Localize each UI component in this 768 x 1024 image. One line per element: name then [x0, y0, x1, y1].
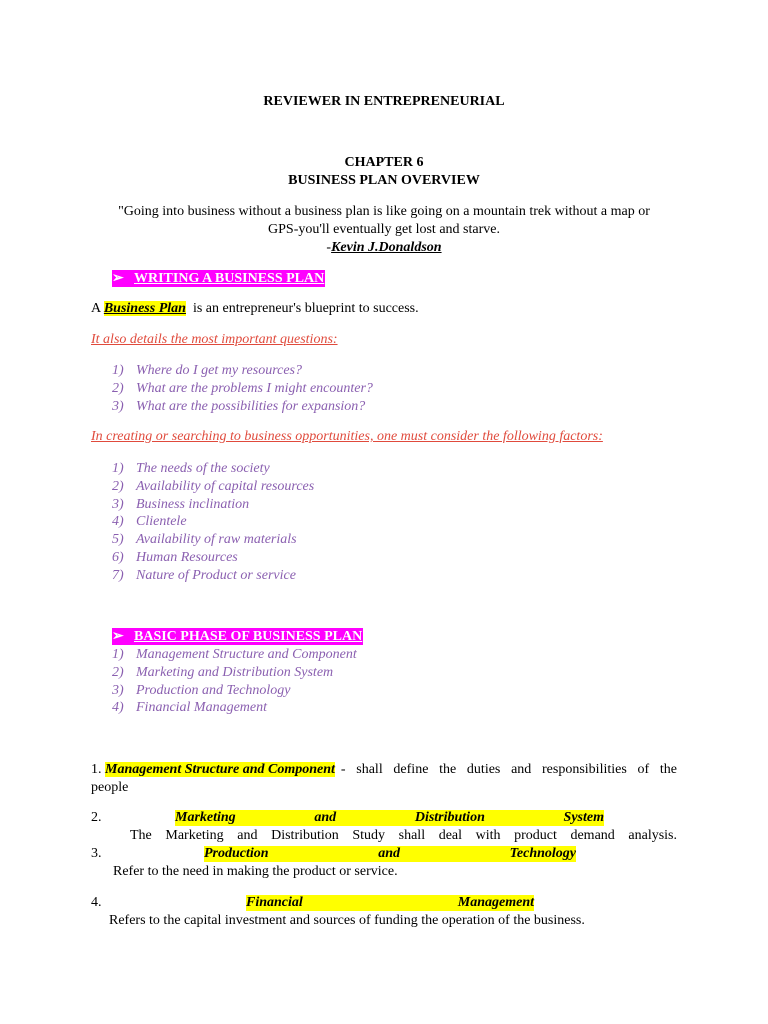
detail-3-num: 3.	[91, 846, 102, 861]
list-item: 5) Availability of raw materials	[112, 532, 297, 548]
detail-4-description: Refers to the capital investment and sources of funding the operation of the business.	[109, 913, 585, 928]
list-item: 3) Production and Technology	[112, 682, 291, 698]
quote-line-2: GPS-you'll eventually get lost and starve.	[268, 222, 500, 237]
business-plan-definition	[91, 301, 419, 317]
definition-rest: is an entrepreneur's blueprint to success.	[185, 301, 419, 316]
detail-4-term: Financial Management	[246, 895, 534, 910]
detail-2-num: 2.	[91, 810, 102, 825]
list-item: 2) Marketing and Distribution System	[112, 664, 334, 680]
section-heading-writing	[112, 270, 325, 287]
list-item: 1) Where do I get my resources?	[112, 363, 303, 378]
phases-list	[112, 646, 357, 717]
bullet-arrow-icon: ➢	[112, 271, 124, 286]
list-item: 7) Nature of Product or service	[112, 567, 296, 583]
factors-list	[112, 460, 314, 585]
bullet-arrow-icon: ➢	[112, 629, 124, 644]
chapter-number: CHAPTER 6	[344, 155, 424, 170]
definition-prefix: A	[91, 301, 104, 316]
list-item: 1) Management Structure and Component	[112, 647, 357, 662]
list-item: 4) Clientele	[112, 514, 187, 530]
list-item: 6) Human Resources	[112, 549, 238, 565]
questions-heading: It also details the most important questions:	[91, 332, 338, 347]
quote-line-1: "Going into business without a business plan is like going on a mountain trek without a map or	[118, 204, 650, 219]
section-heading-text: WRITING A BUSINESS PLAN	[134, 271, 325, 286]
list-item: 3) Business inclination	[112, 496, 250, 512]
list-item: 2) Availability of capital resources	[112, 478, 315, 494]
detail-3-term: Production and Technology	[204, 846, 576, 861]
list-item: 2) What are the problems I might encounter?	[112, 380, 373, 396]
list-item: 3) What are the possibilities for expansion?	[112, 398, 366, 414]
list-item: 4) Financial Management	[112, 700, 268, 716]
quote-attribution	[0, 240, 768, 256]
section-heading-basic-phase	[112, 628, 363, 645]
detail-1-line-1	[91, 762, 677, 778]
list-item: 1) The needs of the society	[112, 461, 270, 476]
detail-3-description: Refer to the need in making the product or service.	[113, 864, 398, 879]
chapter-title: BUSINESS PLAN OVERVIEW	[288, 173, 480, 188]
detail-1-line-2: people	[91, 780, 129, 795]
detail-1-head: 1. Management Structure and Component	[91, 762, 335, 777]
document-title: REVIEWER IN ENTREPRENEURIAL	[263, 94, 505, 109]
factors-heading: In creating or searching to business opportunities, one must consider the following factors:	[91, 429, 603, 444]
questions-list	[112, 362, 373, 415]
detail-1-term: Management Structure and Component	[105, 762, 335, 777]
quote-dash: -	[326, 240, 332, 255]
detail-2-term: Marketing and Distribution System	[175, 810, 604, 825]
detail-4-num: 4.	[91, 895, 102, 910]
detail-1-rest: - shall define the duties and responsibilities of the	[340, 762, 677, 777]
section-heading-text: BASIC PHASE OF BUSINESS PLAN	[134, 629, 363, 644]
quote-author: Kevin J.Donaldson	[331, 240, 442, 255]
definition-term: Business Plan	[103, 301, 186, 316]
detail-2-description: The Marketing and Distribution Study shall deal with product demand analysis.	[130, 828, 677, 843]
